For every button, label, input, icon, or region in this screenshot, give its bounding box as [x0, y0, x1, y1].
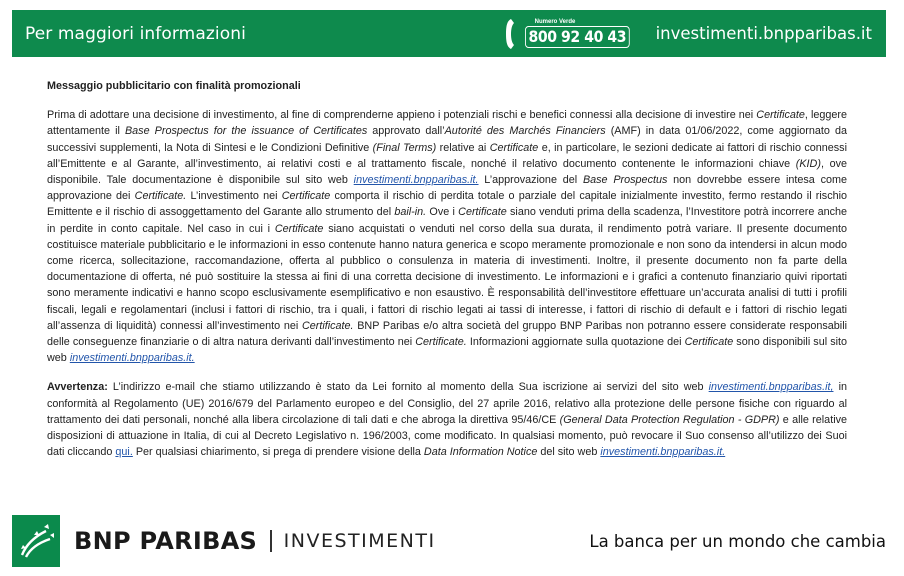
text-segment: approvato dall’	[367, 125, 445, 138]
brand-divider	[270, 530, 272, 552]
text-segment: BNP Paribas e/o altra società del gruppo BNP Paribas non potranno essere considerate responsabili delle conseguenze finanziarie o di altra natura derivanti dall’investimento nei	[47, 319, 848, 349]
text-segment: Prima di adottare una decisione di investimento, al fine di comprenderne appieno i potenziali rischi e benefici connessi alla decisione di investire nei	[47, 109, 757, 122]
text-segment: Ove i	[426, 206, 459, 219]
text-segment: L’approvazione del	[478, 174, 583, 187]
disclaimer-content	[47, 78, 847, 473]
term-italic: Certificate.	[301, 319, 354, 332]
text-segment: , leggere attentamente il	[47, 109, 847, 138]
text-segment: siano venduti prima della scadenza, l’Investitore potrà incorrere anche in perdite in conto capitale. Nel caso in cui i	[47, 206, 848, 235]
text-segment: relative ai	[436, 141, 490, 154]
site-link-inline[interactable]: investimenti.bnpparibas.it,	[708, 381, 834, 394]
text-segment: non dovrebbe essere intesa come approvazione dei	[47, 174, 848, 203]
term-italic: Autorité des Marchés Financiers	[444, 125, 606, 138]
term-italic: Certificate	[281, 190, 331, 203]
term-italic: Certificate	[489, 141, 539, 154]
unsubscribe-link[interactable]: qui.	[115, 446, 133, 459]
banner-contacts	[505, 17, 872, 51]
term-italic: Base Prospectus for the issuance of Certificates	[124, 125, 368, 138]
term-italic: Certificate	[684, 336, 734, 349]
phone-label: Numero Verde	[534, 19, 576, 25]
text-segment: del sito web	[537, 446, 601, 459]
text-segment: Informazioni aggiornate sulla quotazione dei	[466, 336, 685, 349]
term-italic: bail-in.	[394, 206, 427, 219]
site-link-inline[interactable]: investimenti.bnpparibas.it.	[69, 352, 195, 365]
text-segment: Per qualsiasi chiarimento, si prega di prendere visione della	[132, 446, 424, 459]
text-segment: e alle relative disposizioni di attuazione in Italia, di cui al Decreto Legislativo n. 196/2003, come modificato. In qualsiasi momento, può revocare il Suo consenso all’utilizzo dei Suoi dati cliccando	[47, 413, 847, 459]
term-italic: Certificate.	[415, 336, 467, 349]
term-italic: Certificate	[458, 206, 507, 219]
term-italic: Certificate.	[134, 190, 187, 203]
info-banner	[12, 10, 886, 57]
banner-title: Per maggiori informazioni	[25, 23, 246, 44]
footer	[12, 515, 886, 567]
tagline: La banca per un mondo che cambia	[589, 531, 886, 551]
text-segment: in conformità al Regolamento (UE) 2016/679 del Parlamento europeo e del Consiglio, del 27 aprile 2016, relativo alla protezione delle persone fisiche con riguardo al trattamento dei dati personali, nonché alla libera circolazione di tali dati e che abroga la direttiva 95/46/CE	[47, 381, 848, 426]
disclaimer-paragraph	[47, 107, 847, 366]
text-segment: L’indirizzo e-mail che stiamo utilizzando è stato da Lei fornito al momento della Sua iscrizione ai servizi del sito web	[107, 381, 709, 394]
term-italic: (Final Terms)	[372, 141, 437, 154]
phone-icon	[505, 17, 523, 51]
site-link-inline[interactable]: investimenti.bnpparibas.it.	[600, 446, 726, 459]
term-italic: (General Data Protection Regulation - GDPR)	[559, 413, 780, 426]
text-segment: siano acquistati o venduti nel corso della sua durata, il rendimento potrà variare. Il presente documento costituisce materiale pubblicitario e le informazioni in esso contenute hanno natura generica e scopo meramente promozionale e non sono da intendersi in alcun modo come ricerca, sollecitazione, raccomandazione, offerta al pubblico o consulenza in materia di investimenti. Inoltre, il presente documento non fa parte della documentazione di offerta, né può sostituire la stessa ai fini di una corretta decisione di investimento. Le informazioni e i grafici a contenuto finanziario quivi riportati sono meramente indicativi e hanno scopo esclusivamente esemplificativo e non esaustivo. È responsabilità dell’investitore effettuare un’accurata analisi di tutti i profili fiscali, legali e regolamentari (inclusi i fattori di rischio, tra i quali, i fattori di rischio legati ai tassi di interesse, i fattori di rischio di default e i fattori di rischio legati all’assenza di liquidità) connessi all’investimento nei	[47, 222, 847, 332]
term-italic: Certificate	[274, 222, 324, 235]
text-segment: L’investimento nei	[186, 190, 282, 203]
site-link-inline[interactable]: investimenti.bnpparibas.it.	[353, 174, 479, 187]
brand-subtitle: INVESTIMENTI	[283, 530, 436, 552]
text-segment: sono disponibili sul sito web	[47, 336, 847, 365]
text-segment: e, in particolare, le sezioni dedicate ai fattori di rischio connessi all’Emittente e al Garante, all’investimento, ai relativi costi e al trattamento fiscale, nonché il relativo documento contenente le informazioni chiave	[47, 141, 847, 170]
warning-paragraph	[47, 379, 847, 460]
site-link[interactable]: investimenti.bnpparibas.it	[655, 24, 872, 43]
term-italic: Certificate	[756, 109, 805, 122]
phone-number: 800 92 40 43	[525, 26, 630, 48]
warning-label: Avvertenza:	[47, 381, 108, 394]
toll-free-number[interactable]	[505, 17, 644, 51]
promo-heading: Messaggio pubblicitario con finalità promozionali	[47, 80, 301, 92]
term-italic: Base Prospectus	[582, 174, 668, 187]
text-segment: , ove disponibile. Tale documentazione è disponibile sul sito web	[47, 157, 847, 187]
text-segment: (AMF) in data 01/06/2022, come aggiornato da successivi supplementi, la Nota di Sintesi e le Condizioni Definitive	[47, 125, 847, 154]
text-segment: comporta il rischio di perdita totale o parziale del capitale inizialmente investito, fermo restando il rischio Emittente e il rischio di assoggettamento del Garante allo strumento del	[47, 190, 847, 219]
term-italic: Data Information Notice	[423, 446, 538, 459]
term-italic: (KID)	[795, 157, 821, 170]
bnp-logo-icon	[12, 515, 60, 567]
brand-name: BNP PARIBAS	[74, 527, 258, 555]
